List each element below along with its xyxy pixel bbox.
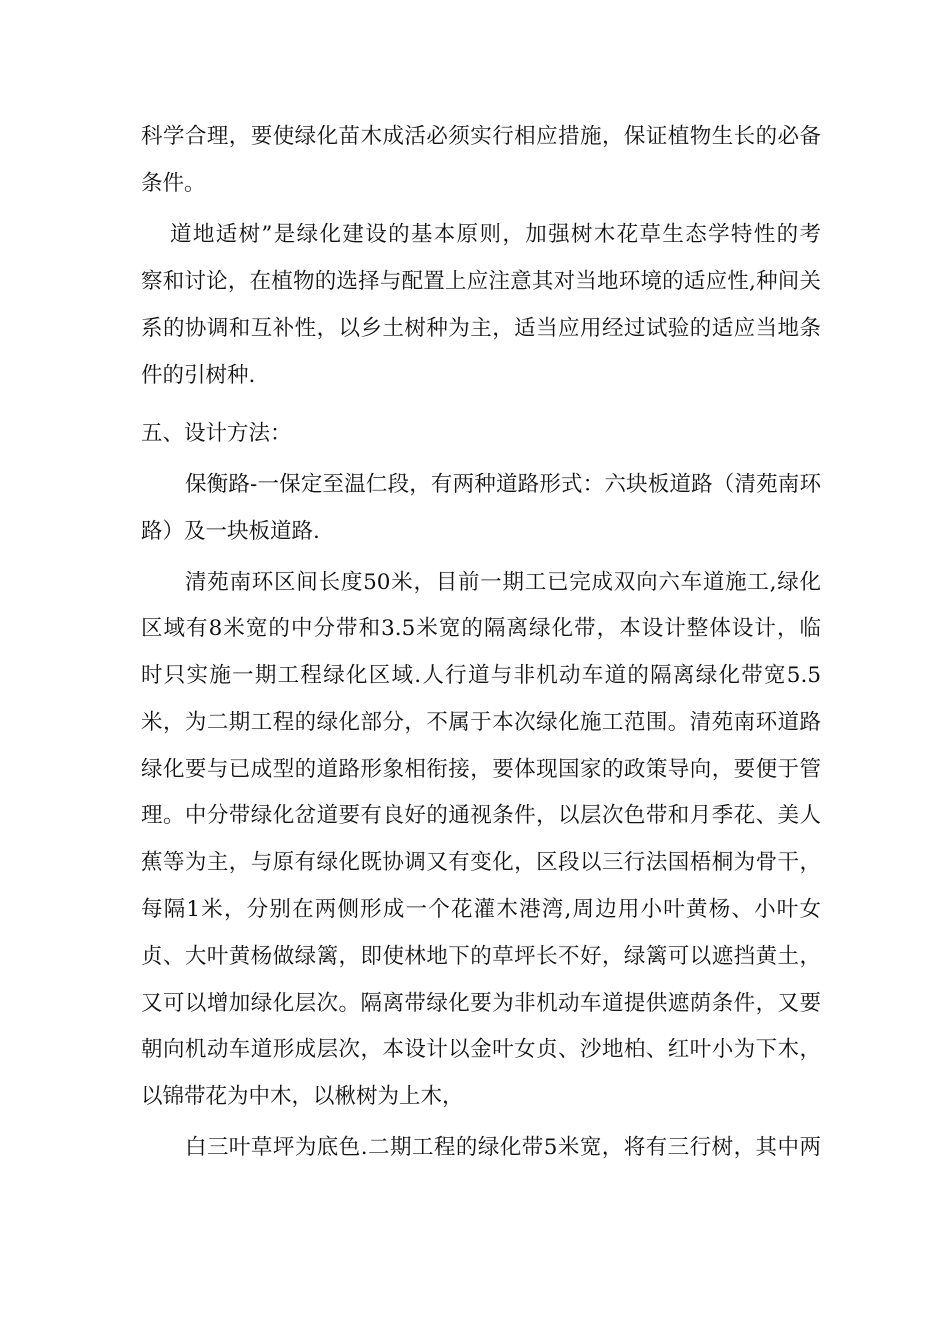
text-line: 又可以增加绿化层次。隔离带绿化要为非机动车道提供遮荫条件，又要 [141,991,821,1016]
text-line: 以锦带花为中木，以楸树为上木， [141,1084,464,1109]
text-line: 察和讨论，在植物的选择与配置上应注意其对当地环境的适应性,种间关 [141,269,821,294]
text-line: 清苑南环区间长度50米，目前一期工已完成双向六车道施工,绿化 [185,570,821,595]
text-line: 路）及一块板道路. [141,519,320,544]
text-line: 道地适树”是绿化建设的基本原则，加强树木花草生态学特性的考 [170,222,821,247]
section-heading: 五、设计方法： [141,421,292,446]
text-line: 区域有8米宽的中分带和3.5米宽的隔离绿化带，本设计整体设计，临 [141,616,821,641]
text-line: 条件。 [141,171,206,196]
text-line: 米，为二期工程的绿化部分，不属于本次绿化施工范围。清苑南环道路 [141,710,821,735]
text-line: 理。中分带绿化岔道要有良好的通视条件，以层次色带和月季花、美人 [141,803,821,828]
text-line: 时只实施一期工程绿化区域.人行道与非机动车道的隔离绿化带宽5.5 [141,663,821,688]
text-line: 保衡路-一保定至温仁段，有两种道路形式：六块板道路（清苑南环 [185,472,821,497]
text-line: 件的引树种. [141,363,256,388]
text-line: 朝向机动车道形成层次，本设计以金叶女贞、沙地柏、红叶小为下木， [141,1037,821,1062]
text-line: 绿化要与已成型的道路形象相衔接，要体现国家的政策导向，要便于管 [141,757,821,782]
text-line: 蕉等为主，与原有绿化既协调又有变化，区段以三行法国梧桐为骨干， [141,850,821,875]
text-line: 白三叶草坪为底色.二期工程的绿化带5米宽，将有三行树，其中两 [185,1135,821,1160]
text-line: 贞、大叶黄杨做绿篱，即使林地下的草坪长不好，绿篱可以遮挡黄土， [141,944,821,969]
text-line: 科学合理，要使绿化苗木成活必须实行相应措施，保证植物生长的必备 [141,124,821,149]
text-line: 系的协调和互补性，以乡土树种为主，适当应用经过试验的适应当地条 [141,316,821,341]
text-line: 每隔1米，分别在两侧形成一个花灌木港湾,周边用小叶黄杨、小叶女 [141,897,821,922]
